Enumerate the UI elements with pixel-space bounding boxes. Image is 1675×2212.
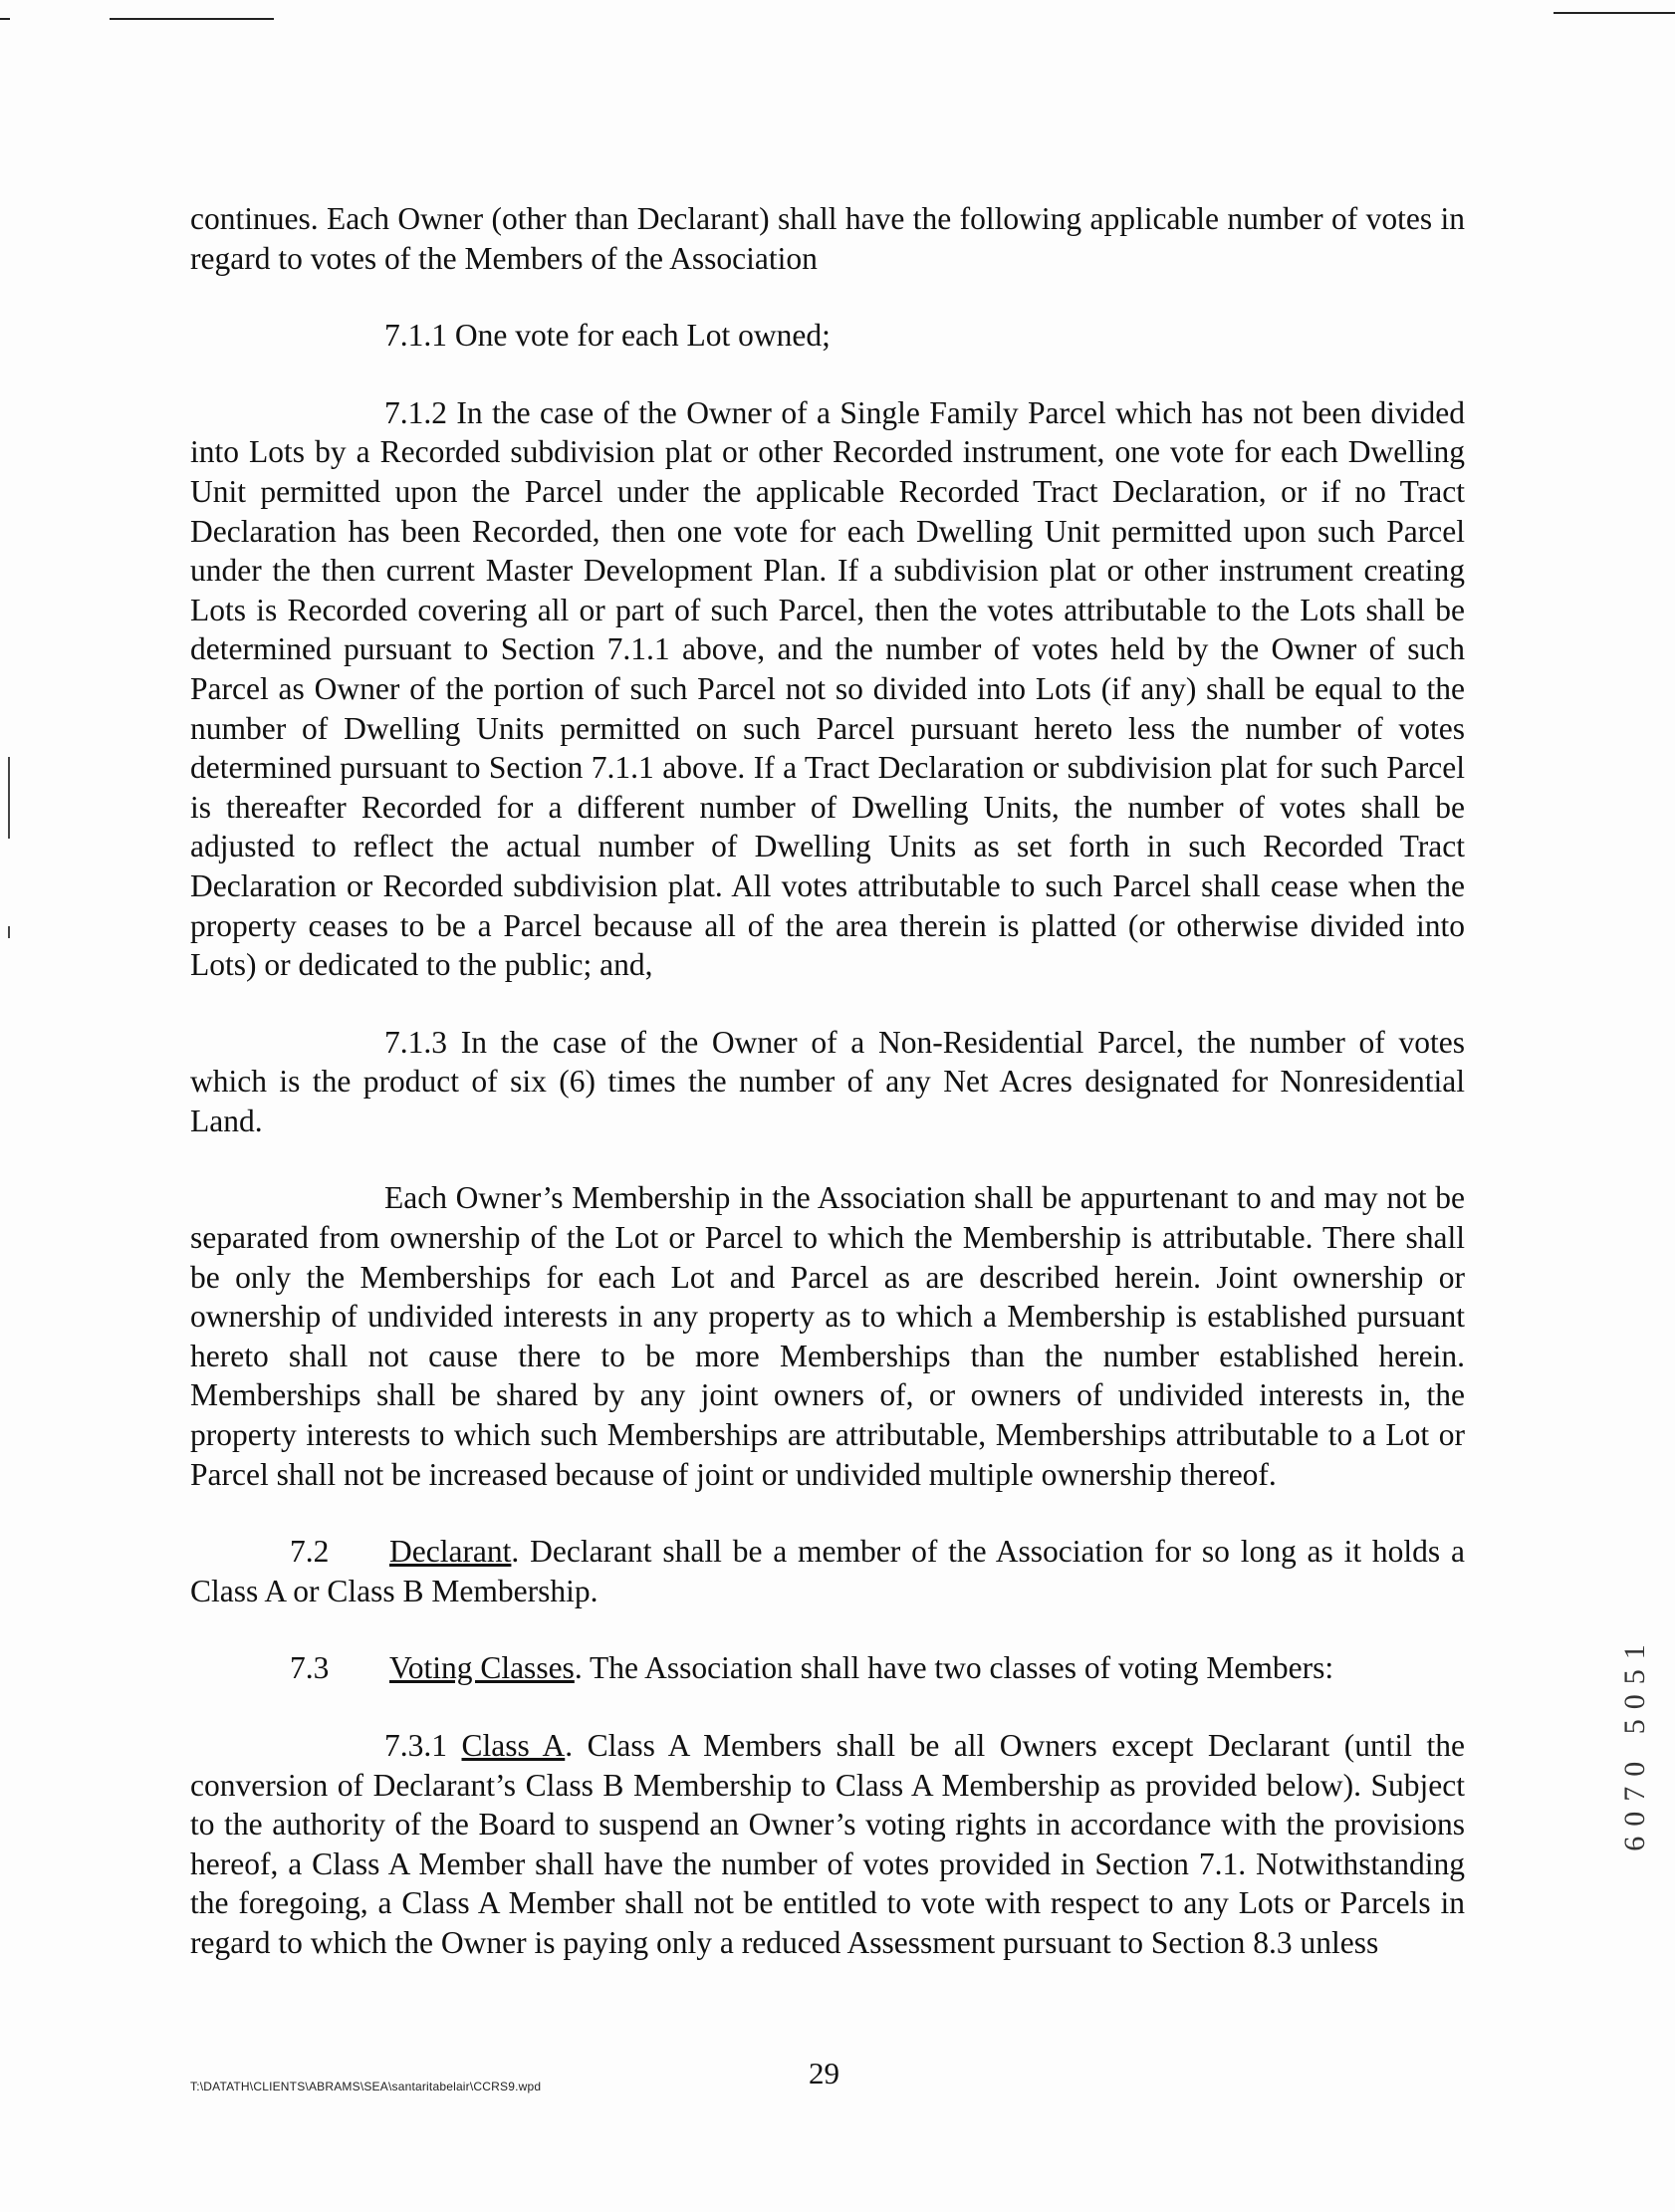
section-7-1-3: 7.1.3 In the case of the Owner of a Non-Residential Parcel, the number of votes which is the product of six (6) times the number of any Net Acres designated for Nonresidential Land. [190, 1024, 1465, 1138]
scan-left-margin-dot [8, 926, 10, 938]
paragraph-membership: Each Owner’s Membership in the Association shall be appurtenant to and may not be separated from ownership of the Lot or Parcel to which the Membership is attributable. There shall be only the Memberships for each Lot and Parcel as are described herein. Joint ownership or ownership of undivided interests in any property as to which a Membership is established pursuant hereto shall not cause there to be more Memberships than the number established herein. Memberships shall be shared by any joint owners of, or owners of undivided interests in, the property interests to which such Memberships are attributable, Memberships attributable to a Lot or Parcel shall not be increased because of joint or undivided multiple ownership thereof. [190, 1180, 1465, 1492]
section-7-2 [190, 1532, 1465, 1610]
section-7-3-number: 7.3 [290, 1650, 330, 1686]
section-7-3-1 [190, 1726, 1465, 1963]
section-7-3-1-heading: Class A [461, 1728, 566, 1763]
section-7-2-text: . Declarant shall be a member of the Association for so long as it holds a Class A or Class B Membership. [190, 1534, 1465, 1608]
section-7-3-heading: Voting Classes [389, 1650, 575, 1686]
section-7-2-heading: Declarant [389, 1534, 512, 1570]
book-page-stamp-text: 6070 5051 [1618, 1634, 1651, 1851]
page-number: 29 [809, 2056, 839, 2090]
section-7-3 [190, 1648, 1465, 1688]
section-7-1-2: 7.1.2 In the case of the Owner of a Single Family Parcel which has not been divided into Lots by a Recorded subdivision plat or other Recorded instrument, one vote for each Dwelling Unit permitted upon the Parcel under the applicable Recorded Tract Declaration, or if no Tract Declaration has been Recorded, then one vote for each Dwelling Unit permitted upon such Parcel under the then current Master Development Plan. If a subdivision plat or other instrument creating Lots is Recorded covering all or part of such Parcel, then the votes attributable to the Lots shall be determined pursuant to Section 7.1.1 above, and the number of votes held by the Owner of such Parcel as Owner of the portion of such Parcel not so divided into Lots (if any) shall be equal to the number of Dwelling Units permitted on such Parcel pursuant hereto less the number of votes determined pursuant to Section 7.1.1 above. If a Tract Declaration or subdivision plat for such Parcel is thereafter Recorded for a different number of Dwelling Units, the number of votes shall be adjusted to reflect the actual number of Dwelling Units as set forth in such Recorded Tract Declaration or Recorded subdivision plat. All votes attributable to such Parcel shall cease when the property ceases to be a Parcel because all of the area therein is platted (or otherwise divided into Lots) or dedicated to the public; and, [190, 394, 1465, 983]
section-7-2-number: 7.2 [290, 1534, 330, 1570]
book-page-stamp [1615, 1574, 1655, 1912]
paragraph-continues: continues. Each Owner (other than Declarant) shall have the following applicable number of votes in regard to votes of the Members of the Association [190, 201, 1465, 276]
scan-top-right-rule [1554, 12, 1675, 14]
section-7-3-1-text: . Class A Members shall be all Owners except Declarant (until the conversion of Declarant’s Class B Membership to Class A Membership as provided below). Subject to the authority of the Board to suspend an Owner’s voting rights in accordance with the provisions hereof, a Class A Member shall have the number of votes provided in Section 7.1. Notwithstanding the foregoing, a Class A Member shall not be entitled to vote with respect to any Lots or Parcels in regard to which the Owner is paying only a reduced Assessment pursuant to Section 8.3 unless [190, 1728, 1466, 1960]
scan-left-margin-line [8, 757, 10, 839]
document-body [190, 199, 1465, 1963]
section-7-3-text: . The Association shall have two classes of voting Members: [574, 1650, 1334, 1686]
scan-top-left-rule [110, 18, 274, 20]
scan-top-left-tick [0, 18, 10, 20]
footer-file-path: T:\DATATH\CLIENTS\ABRAMS\SEA\santaritabelair\CCRS9.wpd [190, 2080, 542, 2093]
section-7-1-1: 7.1.1 One vote for each Lot owned; [384, 318, 831, 354]
section-7-3-1-number: 7.3.1 [384, 1728, 447, 1763]
